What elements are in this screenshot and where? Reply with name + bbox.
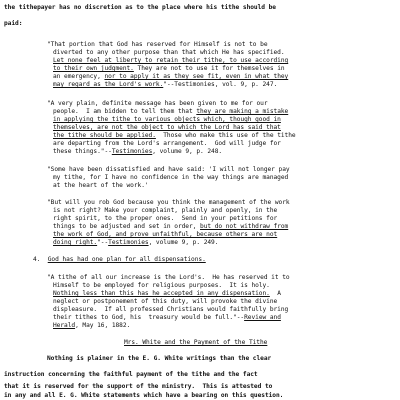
quote-1-line-1: "That portion that God has reserved for Himself is not to be xyxy=(47,41,268,48)
intro-text-1: the tithepayer has no discretion as to the place where his tithe should be xyxy=(4,4,276,11)
quote-3-line-3: at the heart of the work.' xyxy=(53,182,149,189)
quote-4-line-1: "But will you rob God because you think the management of the work xyxy=(47,199,290,206)
paragraph-line-1: Nothing is plainer in the E. G. White writings than the clear xyxy=(47,355,272,362)
quote-2-line-3: in applying the tithe to various objects which, though good in xyxy=(53,116,281,123)
point-4 xyxy=(33,256,206,264)
quote-4-line-3: right spirit, to the proper ones. Send in your petitions for xyxy=(53,215,278,222)
quote-1-line-3: Let none feel at liberty to retain their tithe, to use according xyxy=(53,57,289,64)
quote-1-line-2: diverted to any other purpose than that which He has specified. xyxy=(53,49,285,56)
quote-5-line-7: Herald, May 16, 1882. xyxy=(53,322,131,329)
quote-2-line-6: are departing from the Lord's arrangement. God will judge for xyxy=(53,140,281,147)
quote-5-line-1: "A tithe of all our increase is the Lord's. He has reserved it to xyxy=(47,274,290,281)
section-heading: Mrs. White and the Payment of the Tithe xyxy=(124,339,268,346)
quote-3-line-1: "Some have been dissatisfied and have said: 'I will not longer pay xyxy=(47,166,290,173)
quote-2-line-1: "A very plain, definite message has been given to me for our xyxy=(47,100,268,107)
quote-4-line-6: doing right."--Testimonies, volume 9, p. 249. xyxy=(53,239,219,246)
quote-2-line-7: these things."--Testimonies, volume 9, p. 248. xyxy=(53,148,223,155)
quote-1-line-5: an emergency, nor to apply it as they see fit, even in what they xyxy=(53,73,289,80)
quote-5-line-5: displeasure. If all professed Christians would faithfully bring xyxy=(53,306,289,313)
quote-5-line-2: Himself to be employed for religious purposes. It is holy. xyxy=(53,282,270,289)
point-4-text: God has had one plan for all dispensations. xyxy=(47,256,206,263)
quote-3-line-2: my tithe, for I have no confidence in the way things are managed xyxy=(53,174,289,181)
quote-1-line-4: to their own judgment. They are not to use it for themselves in xyxy=(53,65,285,72)
quote-4-line-2: is not right? Make your complaint, plainly and openly, in the xyxy=(53,207,278,214)
intro-line-1 xyxy=(4,4,276,12)
quote-4-line-4: things to be adjusted and set in order, but do not withdraw from xyxy=(53,223,289,230)
intro-text-2: paid: xyxy=(4,20,23,27)
quote-2-line-4: themselves, are not the object to which the Lord has said that xyxy=(53,124,281,131)
quote-2-line-5: the tithe should be applied. Those who make this use of the tithe xyxy=(53,132,296,139)
quote-5-line-3: Nothing less than this has he accepted in any dispensation. A xyxy=(53,290,281,297)
quote-1-line-6: may regard as the Lord's work."--Testimonies, vol. 9, p. 247. xyxy=(53,81,278,88)
intro-line-2 xyxy=(4,20,22,28)
paragraph-line-2: instruction concerning the faithful payment of the tithe and the fact xyxy=(4,371,258,378)
quote-5-line-6: their tithes to God, his treasury would be full."--Review and xyxy=(53,314,281,321)
quote-5-line-4: neglect or postponement of this duty, will provoke the divine xyxy=(53,298,278,305)
quote-4-line-5: the work of God, and prove unfaithful, because others are not xyxy=(53,231,278,238)
paragraph-line-3: that it is reserved for the support of the ministry. This is attested to xyxy=(4,383,273,390)
quote-2-line-2: people. I am bidden to tell them that they are making a mistake xyxy=(53,108,289,115)
paragraph-line-4: in any and all E. G. White statements which have a bearing on this question. xyxy=(4,392,284,399)
point-4-number: 4. xyxy=(33,256,41,263)
